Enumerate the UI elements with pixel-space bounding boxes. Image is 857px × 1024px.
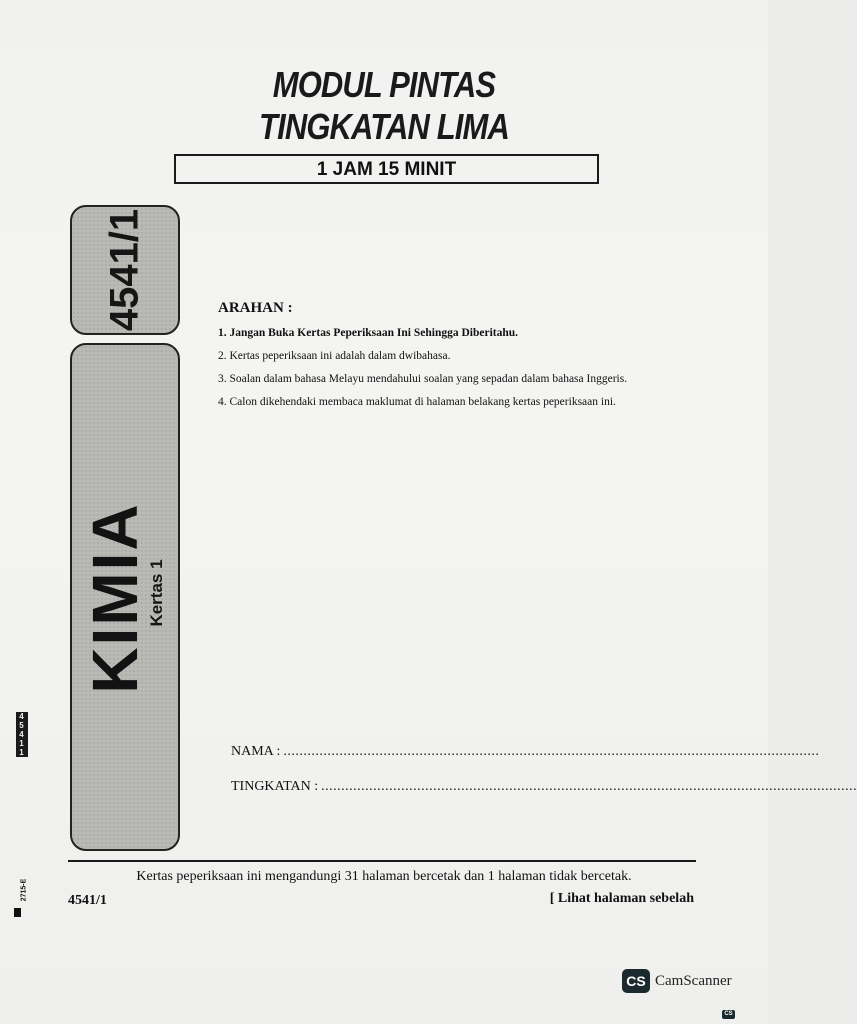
- paper-code-label: 4541/1: [102, 208, 147, 332]
- form-dotted-line: ......................................................................................................................................: [321, 779, 857, 794]
- camscanner-mini-icon: CS: [722, 1010, 735, 1019]
- form-label: TINGKATAN :: [231, 779, 319, 794]
- next-page-note: [ Lihat halaman sebelah: [549, 891, 694, 906]
- camscanner-watermark: [622, 969, 732, 993]
- margin-code-char: 4: [16, 712, 28, 721]
- camscanner-name: CamScanner: [655, 972, 732, 989]
- instructions-list: [218, 327, 718, 408]
- camscanner-logo-icon: CS: [622, 969, 650, 993]
- margin-code-strip: [15, 712, 28, 757]
- instruction-item: 4. Calon dikehendaki membaca maklumat di halaman belakang kertas peperiksaan ini.: [218, 396, 616, 408]
- instructions-section: [218, 300, 718, 419]
- footer-paper-code: 4541/1: [68, 893, 107, 908]
- margin-code-char: 5: [16, 721, 28, 730]
- form-field[interactable]: [231, 779, 857, 795]
- paper-label: Kertas 1: [147, 559, 166, 627]
- instruction-item: 1. Jangan Buka Kertas Peperiksaan Ini Sehingga Diberitahu.: [218, 327, 519, 339]
- margin-code-char: 1: [16, 748, 28, 757]
- name-dotted-line: ......................................................................................................................................: [283, 744, 820, 759]
- instruction-item: 3. Soalan dalam bahasa Melayu mendahului soalan yang sepadan dalam bahasa Inggeris.: [218, 373, 628, 385]
- margin-code-char: 1: [16, 739, 28, 748]
- duration-box: 1 JAM 15 MINIT: [174, 154, 599, 184]
- instruction-item: 2. Kertas peperiksaan ini adalah dalam dwibahasa.: [218, 350, 451, 362]
- module-title-line2: TINGKATAN LIMA: [259, 106, 509, 147]
- page-count-note: Kertas peperiksaan ini mengandungi 31 halaman bercetak dan 1 halaman tidak bercetak.: [136, 869, 632, 884]
- name-label: NAMA :: [231, 744, 281, 759]
- subject-label: KIMIA: [79, 502, 151, 694]
- margin-code-char: 4: [16, 730, 28, 739]
- module-title-line1: MODUL PINTAS: [272, 64, 496, 105]
- margin-marker: [14, 908, 21, 917]
- footer-divider: [68, 860, 696, 862]
- print-code: 2715-E: [20, 878, 28, 902]
- instructions-heading: ARAHAN :: [218, 300, 293, 316]
- name-field[interactable]: [231, 744, 820, 760]
